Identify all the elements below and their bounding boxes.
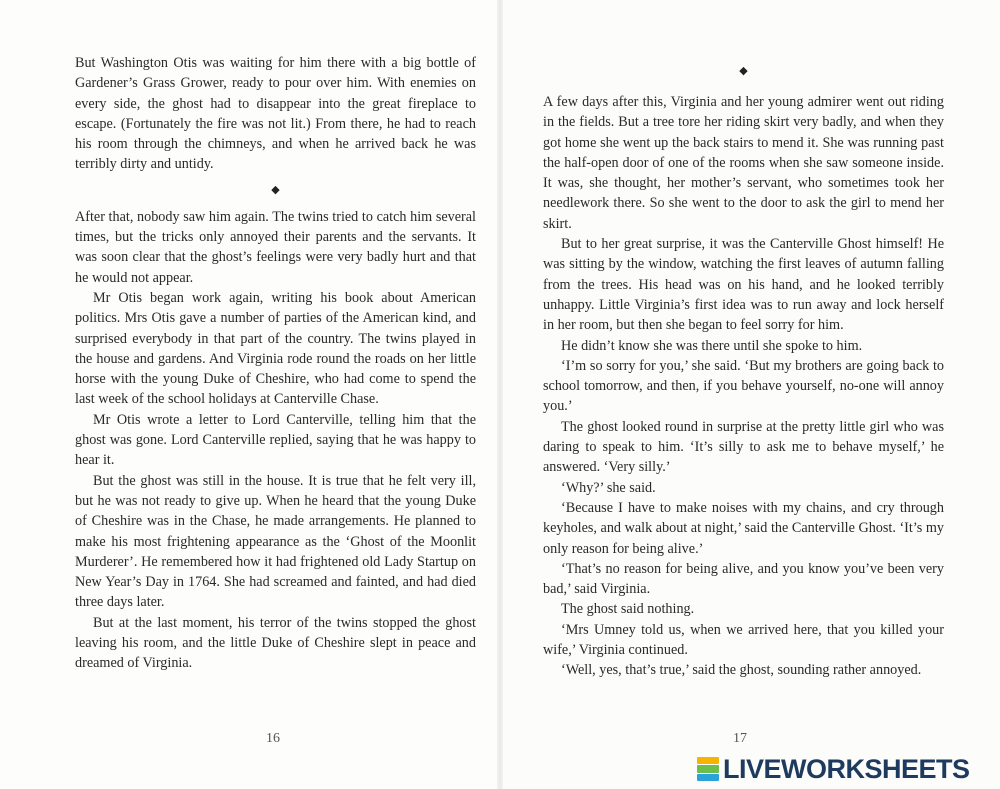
- paragraph: The ghost said nothing.: [561, 601, 695, 618]
- paragraph: ‘I’m so sorry for you,’ she said. ‘But my brothers are going back to school tomorrow, and then, if you behave yourself, no-one will annoy you.’: [543, 357, 944, 415]
- paragraph: ‘Well, yes, that’s true,’ said the ghost, sounding rather annoyed.: [561, 662, 922, 679]
- section-separator: ◆: [271, 183, 280, 196]
- paragraph: ‘Why?’ she said.: [561, 479, 656, 496]
- paragraph: ‘Because I have to make noises with my chains, and cry through keyholes, and walk about at night,’ said the Canterville Ghost. ‘It’s my only reason for being alive.’: [543, 499, 944, 557]
- paragraph: But at the last moment, his terror of the twins stopped the ghost leaving his room, and the little Duke of Cheshire slept in peace and dreamed of Virginia.: [75, 614, 476, 672]
- paragraph: But the ghost was still in the house. It is true that he felt very ill, but he was not ready to give up. When he heard that the young Duke of Cheshire was in the Chase, he made arrangements. He planned to make his most frightening appearance as the ‘Ghost of the Moonlit Murderer’. He remembered how it had frightened old Lady Startup on New Year’s Day in 1764. She had screamed and fainted, and had died three days later.: [75, 472, 476, 611]
- liveworksheets-logo: [697, 755, 970, 783]
- paragraph: But to her great surprise, it was the Canterville Ghost himself! He was sitting by the window, watching the first leaves of autumn falling from the trees. His head was on his hand, and he looked terribly unhappy. Little Virginia’s first idea was to run away and lock herself in her room, but then she began to feel sorry for him.: [543, 236, 944, 334]
- paragraph: He didn’t know she was there until she spoke to him.: [561, 337, 863, 354]
- logo-mark-icon: [697, 757, 719, 781]
- left-page-text: [75, 53, 476, 674]
- paragraph: ‘That’s no reason for being alive, and you know you’ve been very bad,’ said Virginia.: [543, 560, 944, 598]
- logo-mark-bar: [697, 774, 719, 781]
- paragraph: A few days after this, Virginia and her young admirer went out riding in the fields. But a tree tore her riding skirt very badly, and when they got home she went up the back stairs to mend it. She was running past the half-open door of one of the rooms when she saw someone inside. It was, she thought, her mother’s servant, who sometimes took her needlework there. So she went to the door to ask the girl to mend her skirt.: [543, 94, 944, 232]
- page-number-right: 17: [733, 731, 747, 746]
- paragraph: The ghost looked round in surprise at the pretty little girl who was daring to speak to him. ‘It’s silly to ask me to behave myself,’ he answered. ‘Very silly.’: [543, 418, 944, 476]
- logo-mark-bar: [697, 757, 719, 764]
- paragraph: But Washington Otis was waiting for him there with a big bottle of Gardener’s Grass Grower, ready to pour over him. With enemies on every side, the ghost had to disappear into the great fireplace to escape. (Fortunately the fire was not lit.) From there, he had to reach his room through the chimneys, and when he arrived back he was terribly dirty and untidy.: [75, 55, 476, 173]
- page-number-left: 16: [266, 731, 280, 746]
- logo-mark-bar: [697, 765, 719, 772]
- book-gutter: [497, 0, 503, 789]
- paragraph: Mr Otis began work again, writing his book about American politics. Mrs Otis gave a number of parties of the American kind, and surprised everybody in that part of the country. The twins played in the house and gardens. And Virginia rode round the roads on her little horse with the young Duke of Cheshire, who had come to spend the last week of the school holidays at Canterville Chase.: [75, 289, 476, 408]
- paragraph: Mr Otis wrote a letter to Lord Canterville, telling him that the ghost was gone. Lord Canterville replied, saying that he was happy to hear it.: [75, 411, 476, 469]
- section-separator: ◆: [739, 65, 748, 77]
- paragraph: ‘Mrs Umney told us, when we arrived here, that you killed your wife,’ Virginia continued.: [543, 621, 944, 659]
- logo-text: LIVEWORKSHEETS: [723, 754, 970, 784]
- right-page-text: [543, 92, 944, 681]
- paragraph: After that, nobody saw him again. The twins tried to catch him several times, but the tricks only annoyed their parents and the servants. It was soon clear that the ghost’s feelings were very badly hurt and that he would not appear.: [75, 208, 476, 286]
